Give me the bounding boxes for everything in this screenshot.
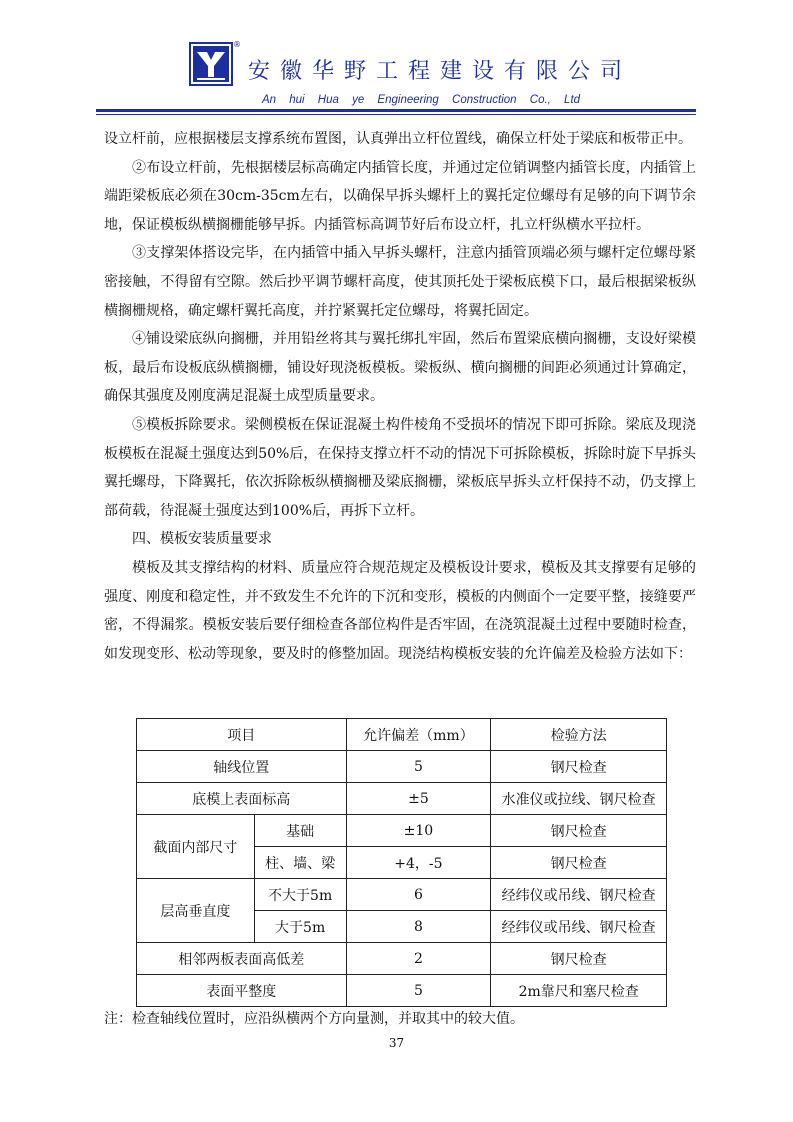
table-row (137, 783, 667, 815)
table-cell: 轴线位置 (137, 751, 347, 783)
table-cell: 经纬仪或吊线、钢尺检查 (491, 911, 667, 943)
table-row (137, 879, 667, 911)
table-cell: 基础 (254, 815, 346, 847)
table-cell: 水准仪或拉线、钢尺检查 (491, 783, 667, 815)
body-text (104, 125, 696, 668)
letterhead (0, 0, 793, 125)
table-header: 检验方法 (491, 719, 667, 751)
table-cell: 相邻两板表面高低差 (137, 943, 347, 975)
table-cell: +4，-5 (346, 847, 491, 879)
paragraph: ②布设立杆前，先根据楼层标高确定内插管长度，并通过定位销调整内插管长度，内插管上端距梁板底必须在30cm-35cm左右，以确保早拆头螺杆上的翼托定位螺母有足够的向下调节余地，保证模板纵横搁栅能够早拆。内插管标高调节好后布设立杆，扎立杆纵横水平拉杆。 (104, 159, 696, 233)
paragraph: ⑤模板拆除要求。梁侧模板在保证混凝土构件棱角不受损坏的情况下即可拆除。梁底及现浇板模板在混凝土强度达到50%后，在保持支撑立杆不动的情况下可拆除模板，拆除时旋下早拆头翼托螺母，下降翼托，依次拆除板纵横搁栅及梁底搁栅，梁板底早拆头立杆保持不动，仍支撑上部荷载，待混凝土强度达到100%后，再拆下立杆。 (104, 416, 696, 519)
tolerance-table (136, 718, 667, 1007)
table-cell: 底模上表面标高 (137, 783, 347, 815)
company-name-cn: 安徽华野工程建设有限公司 (248, 59, 633, 84)
table-cell: 2 (346, 943, 491, 975)
header-rule-thin (96, 114, 696, 115)
paragraph: 模板及其支撑结构的材料、质量应符合规范规定及模板设计要求，模板及其支撑要有足够的强度、刚度和稳定性，并不致发生不允许的下沉和变形，模板的内侧面个一定要平整，接缝要严密，不得漏浆。模板安装后要仔细检查各部位构件是否牢固，在浇筑混凝土过程中要随时检查，如发现变形、松动等现象，要及时的修整加固。现浇结构模板安装的允许偏差及检验方法如下： (104, 559, 696, 662)
table-cell: 大于5m (254, 911, 346, 943)
header-rule-thick (96, 109, 696, 112)
paragraph: ③支撑架体搭设完毕，在内插管中插入早拆头螺杆，注意内插管顶端必须与螺杆定位螺母紧密接触，不得留有空隙。然后抄平调节螺杆高度，使其顶托处于梁板底模下口，最后根据梁板纵横搁栅规格，确定螺杆翼托高度，并拧紧翼托定位螺母，将翼托固定。 (104, 245, 696, 319)
table-cell: ±10 (346, 815, 491, 847)
table-cell: 8 (346, 911, 491, 943)
table-cell: 5 (346, 975, 491, 1007)
table-group-cell: 截面内部尺寸 (137, 815, 255, 879)
registered-mark: ® (233, 40, 241, 49)
table-header-row (137, 719, 667, 751)
table-cell: 钢尺检查 (491, 815, 667, 847)
table-cell: 钢尺检查 (491, 847, 667, 879)
table-group-cell: 层高垂直度 (137, 879, 255, 943)
table-cell: 不大于5m (254, 879, 346, 911)
table-cell: 钢尺检查 (491, 751, 667, 783)
table-cell: 2m靠尺和塞尺检查 (491, 975, 667, 1007)
table-cell: 经纬仪或吊线、钢尺检查 (491, 879, 667, 911)
table-cell: 6 (346, 879, 491, 911)
table-cell: ±5 (346, 783, 491, 815)
paragraph: ④铺设梁底纵向搁栅，并用铅丝将其与翼托绑扎牢固，然后布置梁底横向搁栅，支设好梁模板，最后布设板底纵横搁栅，铺设好现浇板模板。梁板纵、横向搁栅的间距必须通过计算确定，确保其强度及刚度满足混凝土成型质量要求。 (104, 331, 696, 405)
table-row (137, 751, 667, 783)
table-cell: 柱、墙、梁 (254, 847, 346, 879)
table-row (137, 943, 667, 975)
page-number: 37 (388, 1036, 405, 1050)
table-row (137, 815, 667, 847)
yh-logo-icon (189, 42, 233, 86)
section-heading: 四、模板安装质量要求 (132, 531, 272, 548)
paragraph: 设立杆前，应根据楼层支撑系统布置图，认真弹出立杆位置线，确保立杆处于梁底和板带正中。 (104, 131, 692, 147)
company-name-en: An hui Hua ye Engineering Construction Co., Ltd (262, 94, 581, 106)
table-header: 项目 (137, 719, 347, 751)
table-cell: 表面平整度 (137, 975, 347, 1007)
table-cell: 钢尺检查 (491, 943, 667, 975)
table-header: 允许偏差（mm） (346, 719, 491, 751)
table-cell: 5 (346, 751, 491, 783)
table-note: 注：检查轴线位置时，应沿纵横两个方向量测，并取其中的较大值。 (104, 1011, 524, 1027)
table-row (137, 975, 667, 1007)
